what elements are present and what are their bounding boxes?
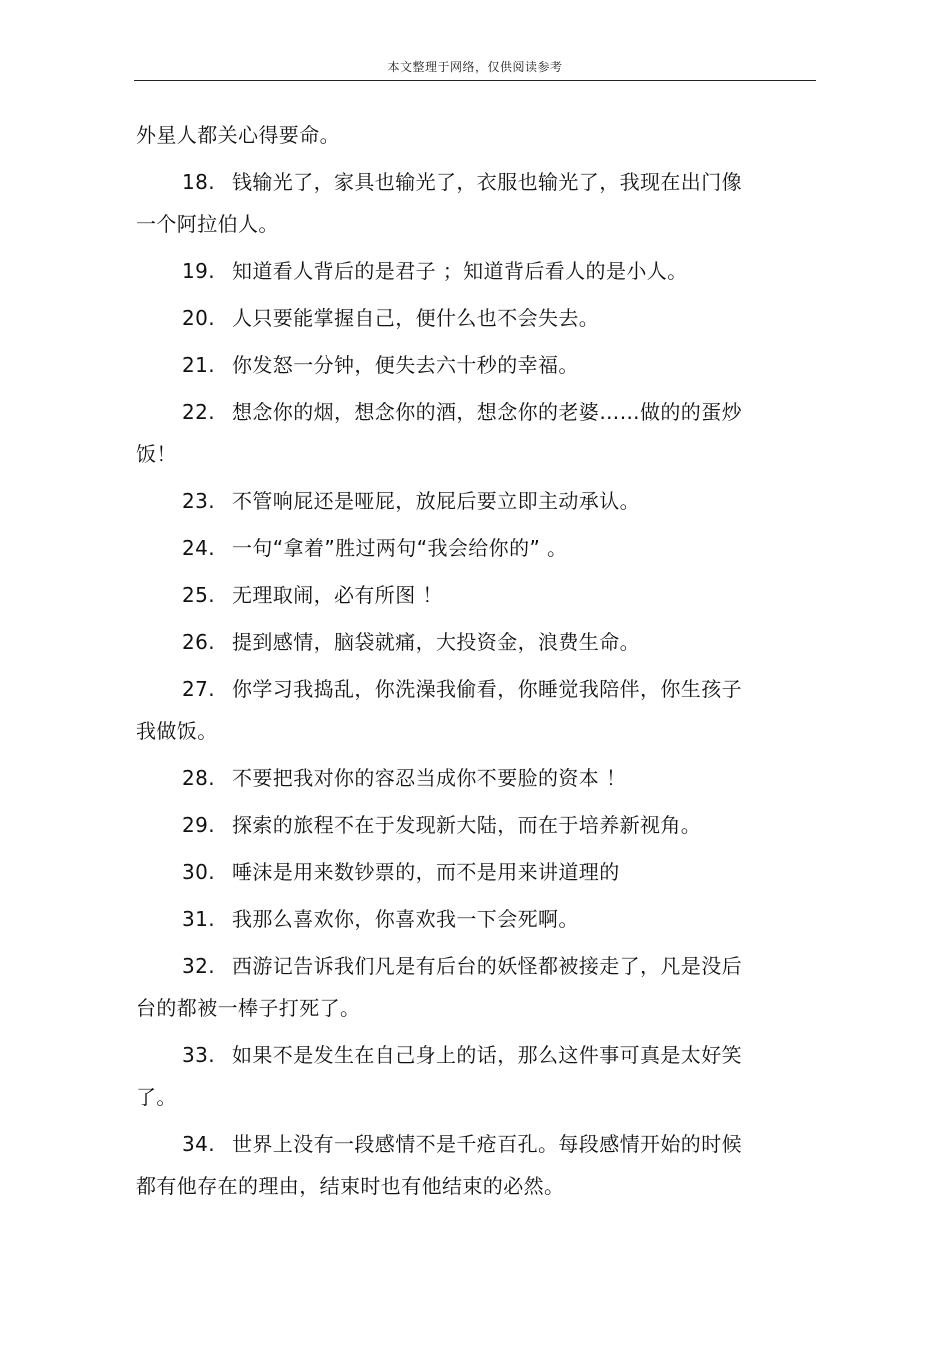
- item-number: 18.: [182, 170, 216, 194]
- document-body: [136, 114, 762, 1212]
- item-number: 24.: [182, 536, 216, 560]
- paragraph: [136, 161, 762, 245]
- paragraph: [136, 668, 762, 752]
- item-number: 26.: [182, 630, 216, 654]
- paragraph-text: 知道看人背后的是君子 ；知道背后看人的是小人。: [232, 259, 688, 283]
- paragraph-text: 如果不是发生在自己身上的话，那么这件事可真是太好笑了。: [136, 1043, 742, 1109]
- paragraph-text: 外星人都关心得要命。: [136, 123, 340, 147]
- item-number: 20.: [182, 306, 216, 330]
- paragraph-text: 唾沫是用来数钞票的，而不是用来讲道理的: [232, 860, 620, 884]
- header-divider: [134, 80, 816, 81]
- paragraph: [136, 480, 762, 522]
- paragraph: [136, 1034, 762, 1118]
- paragraph: [136, 757, 762, 799]
- item-number: 33.: [182, 1043, 216, 1067]
- item-number: 31.: [182, 907, 216, 931]
- paragraph-text: 想念你的烟，想念你的酒，想念你的老婆……做的的蛋炒饭！: [136, 400, 742, 466]
- item-number: 34.: [182, 1132, 216, 1156]
- paragraph: [136, 804, 762, 846]
- item-number: 29.: [182, 813, 216, 837]
- paragraph: [136, 527, 762, 569]
- paragraph-text: 西游记告诉我们凡是有后台的妖怪都被接走了，凡是没后台的都被一棒子打死了。: [136, 954, 742, 1020]
- paragraph: [136, 898, 762, 940]
- paragraph-text: 提到感情，脑袋就痛，大投资金，浪费生命。: [232, 630, 640, 654]
- paragraph: [136, 114, 762, 156]
- item-number: 21.: [182, 353, 216, 377]
- paragraph-text: 探索的旅程不在于发现新大陆，而在于培养新视角。: [232, 813, 702, 837]
- item-number: 19.: [182, 259, 216, 283]
- item-number: 23.: [182, 489, 216, 513]
- item-number: 27.: [182, 677, 216, 701]
- paragraph: [136, 945, 762, 1029]
- item-number: 22.: [182, 400, 216, 424]
- paragraph: [136, 250, 762, 292]
- paragraph: [136, 344, 762, 386]
- paragraph-text: 人只要能掌握自己，便什么也不会失去。: [232, 306, 600, 330]
- item-number: 25.: [182, 583, 216, 607]
- paragraph-text: 不要把我对你的容忍当成你不要脸的资本 ！: [232, 766, 627, 790]
- paragraph-text: 世界上没有一段感情不是千疮百孔。每段感情开始的时候都有他存在的理由，结束时也有他结束的必然。: [136, 1132, 742, 1198]
- paragraph: [136, 297, 762, 339]
- paragraph-text: 无理取闹，必有所图 ！: [232, 583, 443, 607]
- paragraph-text: 不管响屁还是哑屁，放屁后要立即主动承认。: [232, 489, 640, 513]
- page-header: 本文整理于网络，仅供阅读参考: [387, 60, 563, 74]
- paragraph-text: 你发怒一分钟，便失去六十秒的幸福。: [232, 353, 579, 377]
- paragraph: [136, 1123, 762, 1207]
- paragraph-text: 你学习我捣乱，你洗澡我偷看，你睡觉我陪伴，你生孩子我做饭。: [136, 677, 742, 743]
- paragraph-text: 钱输光了，家具也输光了，衣服也输光了，我现在出门像一个阿拉伯人。: [136, 170, 742, 236]
- paragraph-text: 一句“拿着”胜过两句“我会给你的” 。: [232, 536, 568, 560]
- item-number: 28.: [182, 766, 216, 790]
- paragraph: [136, 574, 762, 616]
- item-number: 30.: [182, 860, 216, 884]
- item-number: 32.: [182, 954, 216, 978]
- paragraph-text: 我那么喜欢你，你喜欢我一下会死啊。: [232, 907, 579, 931]
- paragraph: [136, 621, 762, 663]
- paragraph: [136, 391, 762, 475]
- paragraph: [136, 851, 762, 893]
